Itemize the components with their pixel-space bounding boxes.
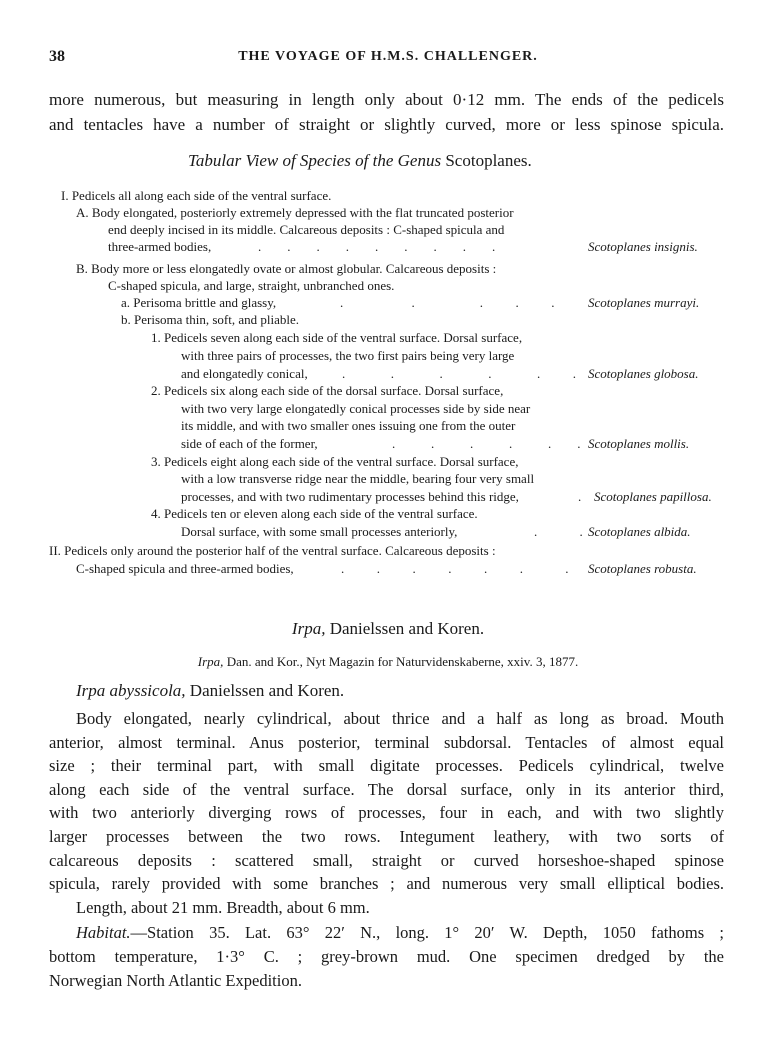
- key-row-text: and elongatedly conical,: [181, 366, 308, 381]
- key-row-text: Dorsal surface, with some small processes anteriorly,: [181, 524, 458, 539]
- species-name: Scotoplanes albida.: [588, 524, 691, 539]
- key-row-text: its middle, and with two smaller ones issuing one from the outer: [181, 418, 516, 433]
- key-row: [0, 453, 776, 470]
- species-heading: [76, 681, 344, 701]
- key-row: [0, 523, 776, 540]
- key-row: [0, 347, 776, 364]
- key-row: [0, 505, 776, 522]
- habitat-text: —Station 35. Lat. 63° 22′ N., long. 1° 20′ W. Depth, 1050 fathoms ;: [130, 923, 724, 943]
- species-name: Scotoplanes murrayi.: [588, 295, 700, 310]
- description-line: along each side of the ventral surface. The dorsal surface, only in its anterior third,: [49, 779, 724, 799]
- key-row: [0, 260, 776, 277]
- table-title-genus: Scotoplanes.: [445, 151, 532, 170]
- key-row-text: II. Pedicels only around the posterior half of the ventral surface. Calcareous deposits :: [49, 543, 496, 558]
- key-row: [0, 221, 776, 238]
- running-head: THE VOYAGE OF H.M.S. CHALLENGER.: [238, 49, 538, 64]
- key-row-text: with three pairs of processes, the two first pairs being very large: [181, 348, 515, 363]
- leader-dots: .: [578, 489, 582, 504]
- species-name: Scotoplanes robusta.: [588, 561, 697, 576]
- key-row-text: 2. Pedicels six along each side of the dorsal surface. Dorsal surface,: [151, 383, 504, 398]
- key-row-text: side of each of the former,: [181, 436, 318, 451]
- table-title: [188, 151, 532, 171]
- genus-authors: Danielssen and Koren.: [329, 619, 485, 638]
- species-name: Scotoplanes papillosa.: [594, 489, 712, 504]
- species-heading-authors: Danielssen and Koren.: [189, 681, 345, 700]
- description-line: spicula, rarely provided with some branches ; and numerous very small elliptical bodies.: [49, 874, 724, 894]
- key-row: [0, 470, 776, 487]
- species-description: [49, 707, 724, 992]
- intro-line-2: and tentacles have a number of straight or slightly curved, more or less spinose spicula.: [49, 115, 724, 134]
- key-row: [0, 400, 776, 417]
- description-line: Body elongated, nearly cylindrical, about thrice and a half as long as broad. Mouth: [76, 709, 724, 728]
- key-row-text: three-armed bodies,: [108, 239, 212, 254]
- key-row: [0, 365, 776, 382]
- key-row-text: with a low transverse ridge near the middle, bearing four very small: [181, 471, 535, 486]
- species-heading-name: Irpa abyssicola,: [76, 681, 186, 700]
- genus-name: Irpa,: [291, 619, 326, 638]
- genus-heading: [0, 619, 776, 639]
- key-row: [0, 382, 776, 399]
- key-row: [0, 417, 776, 434]
- intro-paragraph: [49, 88, 724, 137]
- key-row-text: b. Perisoma thin, soft, and pliable.: [121, 312, 300, 327]
- leader-dots: . . . . . .: [342, 366, 576, 381]
- key-row: [0, 311, 776, 328]
- key-row-text: 1. Pedicels seven along each side of the ventral surface. Dorsal surface,: [151, 330, 523, 345]
- reference-genus: Irpa,: [197, 654, 224, 669]
- key-row: [0, 204, 776, 221]
- key-row: [0, 488, 776, 505]
- key-row-text: A. Body elongated, posteriorly extremely depressed with the flat truncated posterior: [76, 205, 514, 220]
- intro-line-1: more numerous, but measuring in length only about 0·12 mm. The ends of the pedicels: [49, 90, 724, 109]
- length-line: Length, about 21 mm. Breadth, about 6 mm.: [76, 897, 370, 917]
- page-number: 38: [49, 48, 65, 65]
- key-row-text: B. Body more or less elongatedly ovate or almost globular. Calcareous deposits :: [76, 261, 497, 276]
- key-row-text: a. Perisoma brittle and glassy,: [121, 295, 277, 310]
- species-name: Scotoplanes globosa.: [588, 366, 699, 381]
- genus-reference: [0, 654, 776, 670]
- leader-dots: . .: [534, 524, 583, 539]
- key-row: [0, 187, 776, 204]
- key-row-text: C-shaped spicula and three-armed bodies,: [76, 561, 294, 576]
- key-row-text: I. Pedicels all along each side of the ventral surface.: [61, 188, 332, 203]
- species-name: Scotoplanes insignis.: [588, 239, 698, 254]
- key-row: [0, 238, 776, 255]
- table-title-italic: Tabular View of Species of the Genus: [188, 151, 442, 170]
- key-row-text: end deeply incised in its middle. Calcareous deposits : C-shaped spicula and: [108, 222, 505, 237]
- leader-dots: . . . . . .: [392, 436, 581, 451]
- species-name: Scotoplanes mollis.: [588, 436, 690, 451]
- key-row: [0, 560, 776, 577]
- key-row: [0, 435, 776, 452]
- habitat-label: Habitat.: [76, 923, 131, 943]
- leader-dots: . . . . . . . . .: [258, 239, 496, 254]
- habitat-line: Norwegian North Atlantic Expedition.: [49, 970, 302, 990]
- reference-citation: Dan. and Kor., Nyt Magazin for Naturvidenskaberne, xxiv. 3, 1877.: [226, 654, 579, 669]
- key-row: [0, 277, 776, 294]
- description-line: with two anteriorly diverging rows of processes, four in each, and with two slightly: [49, 803, 724, 823]
- key-row: [0, 329, 776, 346]
- key-row-text: 4. Pedicels ten or eleven along each side of the ventral surface.: [151, 506, 478, 521]
- description-line: calcareous deposits : scattered small, straight or curved horseshoe-shaped spinose: [49, 850, 724, 870]
- key-row-text: C-shaped spicula, and large, straight, unbranched ones.: [108, 278, 395, 293]
- habitat-line: [49, 921, 724, 945]
- leader-dots: . . . . . . .: [341, 561, 569, 576]
- key-row-text: with two very large elongatedly conical processes side by side near: [181, 401, 531, 416]
- key-row-text: processes, and with two rudimentary processes behind this ridge,: [181, 489, 519, 504]
- description-line: larger processes between the two rows. Integument leathery, with two sorts of: [49, 826, 724, 846]
- leader-dots: . . . . .: [340, 295, 555, 310]
- habitat-line: bottom temperature, 1·3° C. ; grey-brown mud. One specimen dredged by the: [49, 946, 724, 966]
- key-row: [0, 542, 776, 559]
- description-line: anterior, almost terminal. Anus posterior, terminal subdorsal. Tentacles of almost equal: [49, 732, 724, 752]
- key-row-text: 3. Pedicels eight along each side of the ventral surface. Dorsal surface,: [151, 454, 519, 469]
- key-row: [0, 294, 776, 311]
- description-line: size ; their terminal part, with small digitate processes. Pedicels cylindrical, twelve: [49, 756, 724, 776]
